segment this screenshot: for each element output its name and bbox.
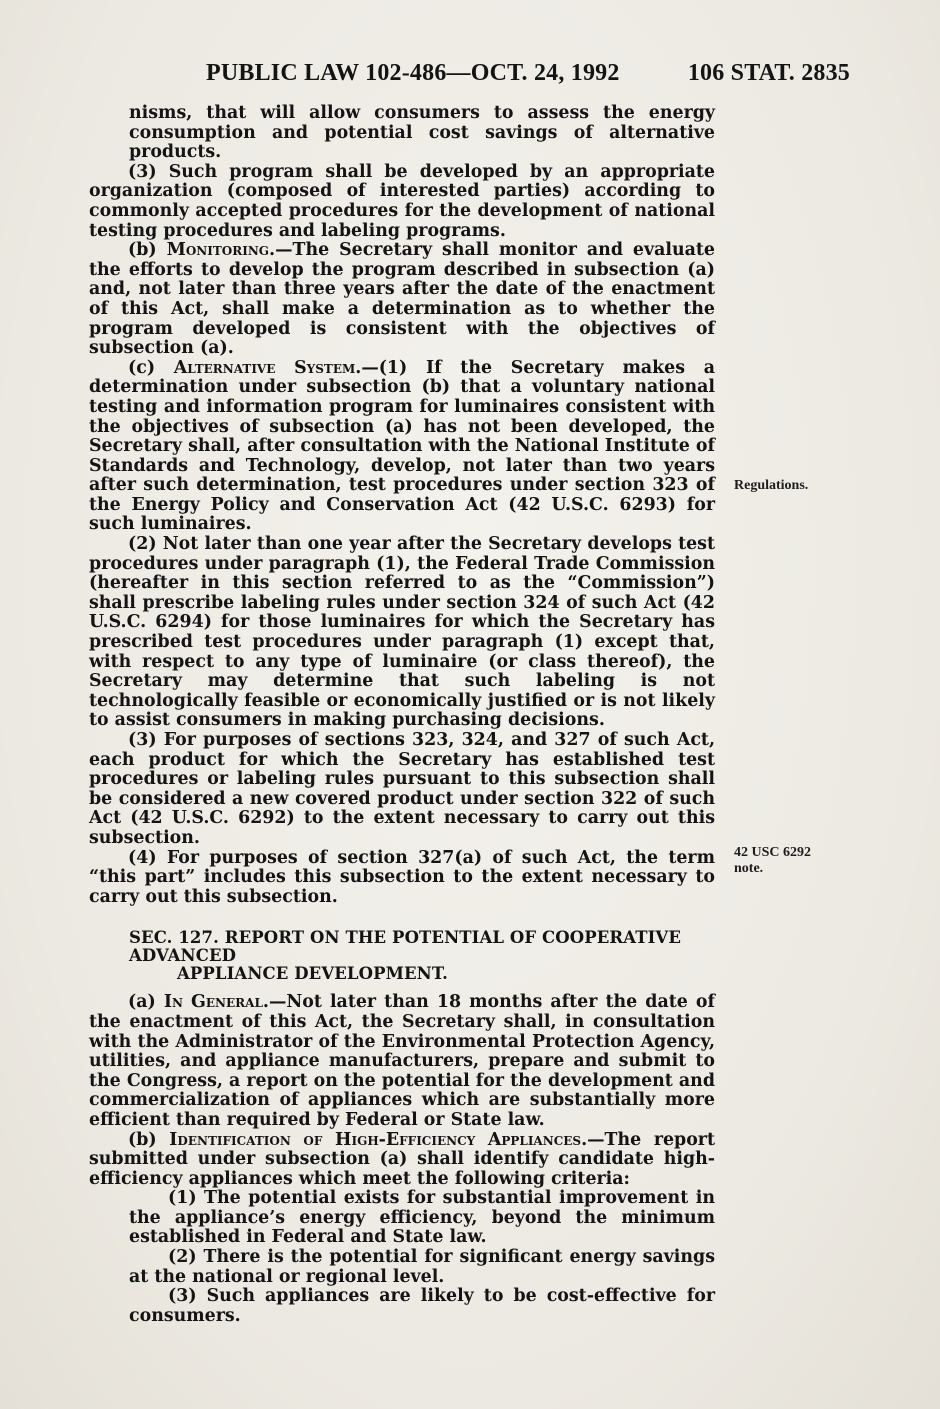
paragraph-b-heading: Monitoring.: [166, 240, 276, 261]
paragraph-c-alternative-system: [89, 359, 715, 535]
paragraph-c-prefix: (c): [128, 357, 156, 378]
paragraph-127-b: [89, 1131, 715, 1190]
paragraph-127-b3: (3) Such appliances are likely to be cost-effective for consumers.: [129, 1286, 715, 1326]
paragraph-127-a-prefix: (a): [128, 992, 156, 1013]
paragraph-127-b1: (1) The potential exists for substantial improvement in the appliance’s energy efficiency, beyond the minimum established in Federal and State law.: [129, 1188, 715, 1248]
paragraph-127-a: [89, 993, 715, 1130]
paragraph-b-monitoring: [89, 241, 715, 359]
paragraph-127-a-text: —Not later than 18 months after the date of the enactment of this Act, the Secretary shall, in consultation with the Administrator of the Environmental Protection Agency, utilities, and appliance manufacturers, prepare and submit to the Congress, a report on the potential for the development and commercialization of appliances which are substantially more efficient than required by Federal or State law.: [89, 992, 716, 1130]
paragraph-127-b-prefix: (b): [128, 1129, 157, 1150]
paragraph-c3: (3) For purposes of sections 323, 324, and 327 of such Act, each product for which the Secretary has established test procedures or labeling rules pursuant to this subsection shall be considered a new covered product under section 322 of such Act (42 U.S.C. 6292) to the extent necessary to carry out this subsection.: [89, 730, 715, 848]
paragraph-b-prefix: (b): [128, 240, 157, 261]
paragraph-127-a-heading: In General.: [163, 992, 269, 1013]
section-127-heading: [89, 929, 715, 983]
paragraph-c4: (4) For purposes of section 327(a) of such Act, the term “this part” includes this subsection to the extent necessary to carry out this subsection.: [89, 847, 715, 907]
section-127-heading-line1: SEC. 127. REPORT ON THE POTENTIAL OF COOPERATIVE ADVANCED: [129, 928, 681, 966]
margin-note-usc-note: note.: [734, 861, 764, 876]
paragraph-continuation: nisms, that will allow consumers to assess the energy consumption and potential cost savings of alternative products.: [129, 103, 715, 163]
paragraph-c-text: —(1) If the Secretary makes a determination under subsection (b) that a voluntary national testing and information program for luminaires consistent with the objectives of subsection (a) has not been developed, the Secretary shall, after consultation with the National Institute of Standards and Technology, develop, not later than two years after such determination, test procedures under section 323 of the Energy Policy and Conservation Act (42 U.S.C. 6293) for such luminaires.: [89, 357, 715, 535]
margin-note-regulations: Regulations.: [734, 478, 809, 493]
paragraph-b-text: —The Secretary shall monitor and evaluate the efforts to develop the program described in subsection (a) and, not later than three years after the date of the enactment of this Act, shall make a determination as to whether the program developed is consistent with the objectives of subsection (a).: [89, 240, 715, 359]
margin-note-usc-citation: 42 USC 6292: [734, 845, 812, 860]
page-header: [200, 60, 850, 94]
document-body: [89, 104, 715, 1326]
paragraph-127-b-text: —The report submitted under subsection (a) shall identify candidate high-efficiency appliances which meet the following criteria:: [89, 1129, 716, 1189]
section-127-heading-line2: APPLIANCE DEVELOPMENT.: [177, 964, 448, 984]
statute-page-number: 106 STAT. 2835: [687, 60, 850, 86]
paragraph-c2: (2) Not later than one year after the Secretary develops test procedures under paragraph (1), the Federal Trade Commission (hereafter in this section referred to as the “Commission”) shall prescribe labeling rules under section 324 of such Act (42 U.S.C. 6294) for those luminaires for which the Secretary has prescribed test procedures under paragraph (1) except that, with respect to any type of luminaire (or class thereof), the Secretary may determine that such labeling is not technologically feasible or economically justified or is not likely to assist consumers in making purchasing decisions.: [89, 534, 715, 731]
paragraph-a3: (3) Such program shall be developed by an appropriate organization (composed of interested parties) according to commonly accepted procedures for the development of national testing procedures and labeling programs.: [89, 161, 715, 241]
paragraph-127-b2: (2) There is the potential for significant energy savings at the national or regional level.: [129, 1247, 715, 1287]
public-law-citation: PUBLIC LAW 102-486—OCT. 24, 1992: [206, 60, 620, 86]
margin-note-usc: [734, 845, 811, 877]
paragraph-c-heading: Alternative System.: [173, 357, 362, 378]
paragraph-127-b-heading: Identification of High-Efficiency Appliances.: [169, 1129, 588, 1150]
